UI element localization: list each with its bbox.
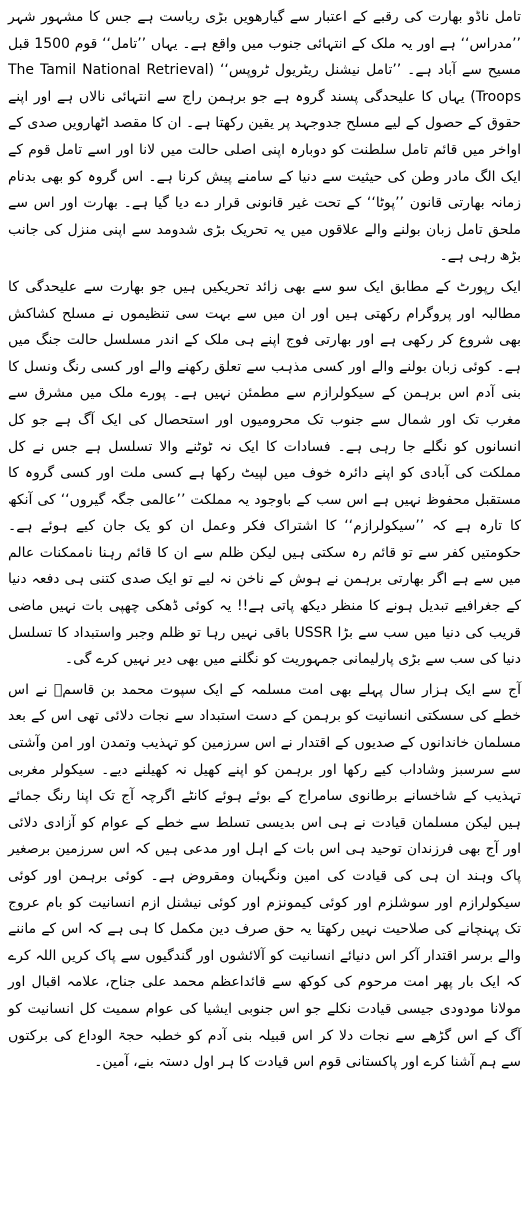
- article-paragraph-separatist-movements: ایک رپورٹ کے مطابق ایک سو سے بھی زائد تحریکیں ہیں جو بھارت سے علیحدگی کا مطالبہ اور پروگرام رکھتی ہیں اور ان میں سے بہت سی تنظیموں نے مسلح کشاکش بھی شروع کر رکھی ہے اور بھارتی فوج اپنے ہی ملک کے اندر مسلسل حالت جنگ میں ہے۔ کوئی زبان بولنے والے اور کسی مذہب سے تعلق رکھنے والے اور کسی رنگ ونسل کا بنی آدم اس برہمن کے سیکولرازم سے مطمئن نہیں ہے۔ پورے ملک میں مشرق سے مغرب تک اور شمال سے جنوب تک محرومیوں اور استحصال کی ایک آگ ہے جو کل انسانوں کو نگلے جا رہی ہے۔ فسادات کا ایک نہ ٹوٹنے والا تسلسل ہے جس نے کل مملکت کی آبادی کو اپنے دائرہ خوف میں لپیٹ رکھا ہے کسی ملت اور کسی گروہ کا مستقبل محفوظ نہیں ہے اس سب کے باوجود یہ مملکت ’’عالمی جگہ گیروں‘‘ کی آنکھ کا تارہ ہے کہ ’’سیکولرازم‘‘ کا اشتراک فکر وعمل ان کو یک جان کیے ہوئے ہے۔ حکومتیں کفر سے تو قائم رہ سکتی ہیں لیکن ظلم سے ان کا قائم رہنا ناممکنات عالم میں سے ہے اگر بھارتی برہمن نے ہوش کے ناخن نہ لیے تو ایک صدی کتنی ہی دفعہ دنیا کے جغرافیے تبدیل ہونے کا منظر دیکھ پاتی ہے!! یہ کوئی ڈھکی چھپی بات نہیں ماضی قریب کی دنیا میں سب سے بڑا USSR باقی نہیں رہا تو ظلم وجبر واستبداد کا تسلسل دنیا کی سب سے بڑی پارلیمانی جمہوریت کو نگلنے میں بھی دیر نہیں کرے گی۔: [8, 278, 521, 668]
- article-paragraph-tamil-nadu: تامل ناڈو بھارت کی رقبے کے اعتبار سے گیارھویں بڑی ریاست ہے جس کا مشہور شہر ’’مدراس‘‘ ہے اور یہ ملک کے انتہائی جنوب میں واقع ہے۔ یہاں ’’تامل‘‘ قوم 1500 قبل مسیح سے آباد ہے۔ ’’تامل نیشنل ریٹریول ٹروپس‘‘ (The Tamil National Retrieval Troops) یہاں کا علیحدگی پسند گروہ ہے جو برہمن راج سے انتہائی نالاں ہے اور اپنے حقوق کے حصول کے لیے مسلح جدوجہد پر یقین رکھتا ہے۔ ان کا مقصد اٹھارویں صدی کے اواخر میں قائم تامل سلطنت کو دوبارہ اپنی اصلی حالت میں لانا اور اسے تامل قوم کے ایک الگ مادر وطن کی حیثیت سے دنیا کے سامنے پیش کرنا ہے۔ اس گروہ کو بھی بدنام زمانہ بھارتی قانون ’’پوٹا‘‘ کے تحت غیر قانونی قرار دے دیا گیا ہے۔ بھارت اور اس سے ملحق تامل زبان بولنے والے علاقوں میں یہ تحریک بڑی شدومد سے اپنی منزل کی جانب بڑھ رہی ہے۔: [8, 9, 521, 265]
- article-paragraph-muslim-leadership: آج سے ایک ہزار سال پہلے بھی امت مسلمہ کے ایک سپوت محمد بن قاسمؒ نے اس خطے کی سسکتی انسانیت کو برہمن کے دست استبداد سے نجات دلائی تھی اس کے بعد مسلمان خاندانوں کے صدیوں کے اقتدار نے اس سرزمین کو تہذیب وتمدن اور امن وآشتی سے سرسبز وشاداب کیے رکھا اور برہمن کو اپنے کھیل نہ کھیلنے دیے۔ سیکولر مغربی تہذیب کے شاخسانے برطانوی سامراج کے بوئے ہوئے کانٹے اگرچہ آج تک اپنا رنگ جمائے ہیں لیکن مسلمان قیادت نے ہی اس بدیسی تسلط سے خطے کے عوام کو آزادی دلائی اور آج بھی فرزندان توحید ہی اس بات کے اہل اور مدعی ہیں کہ اس سرزمین برصغیر پاک وہند ان ہی کی قیادت کی امین ونگہبان ومقروض ہے۔ کوئی برہمن اور کوئی سیکولرازم اور سوشلزم اور کوئی کیمونزم اور کوئی نیشنل ازم انسانیت کو بام عروج تک پہنچانے کی صلاحیت نہیں رکھتا یہ حق صرف دین مکمل کا ہی ہے کہ اس کے ماننے والے برسر اقتدار آکر اس دنیائے انسانیت کو آلائشوں اور گندگیوں سے پاک کریں اللہ کرے کہ ایک بار پھر امت مرحوم کی کوکھ سے قائداعظم محمد علی جناح، علامہ اقبال اور مولانا مودودی جیسی قیادت نکلے جو اس جنوبی ایشیا کی عوام سمیت کل انسانیت کو آگ کے اس گڑھے سے نجات دلا کر اس قبیلہ بنی آدم کو خطبہ حجۃ الوداع کی برکتوں سے ہم آشنا کرے اور پاکستانی قوم اس قیادت کا ہر اول دستہ بنے، آمین۔: [8, 681, 521, 1071]
